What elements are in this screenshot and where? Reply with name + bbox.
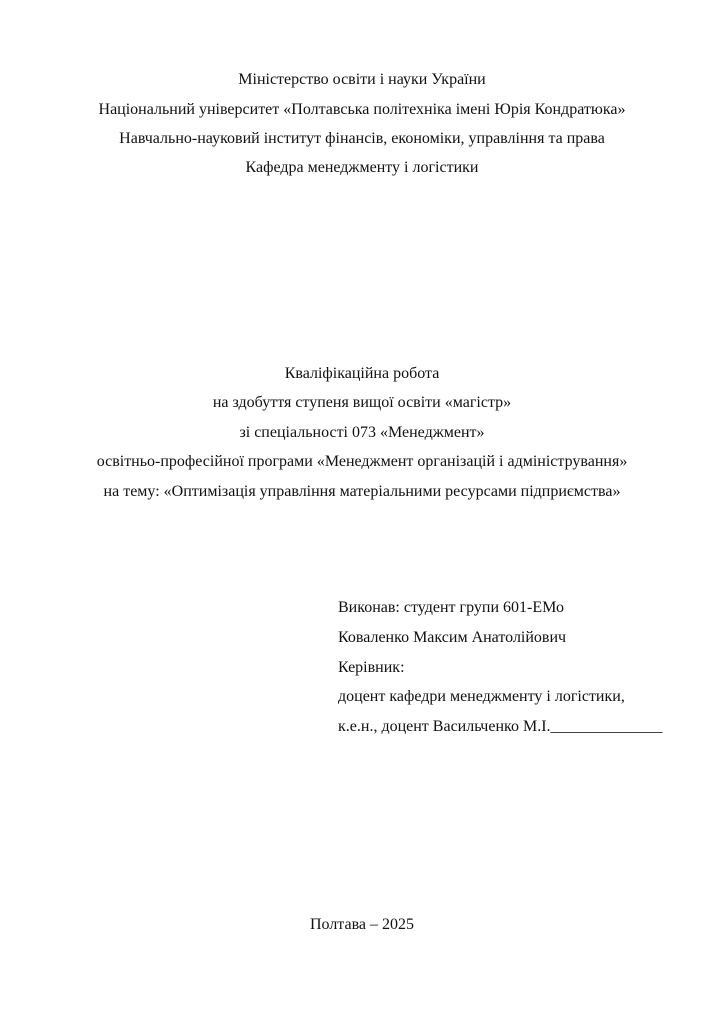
supervisor-position-line: доцент кафедри менеджменту і логістики,	[338, 688, 625, 705]
supervisor-label: Керівник:	[338, 659, 405, 676]
degree-line: на здобуття ступеня вищої освіти «магістр»	[212, 394, 512, 411]
specialty-line: зі спеціальності 073 «Менеджмент»	[239, 424, 485, 441]
program-line: освітньо-професійної програми «Менеджмент організацій і адміністрування»	[96, 453, 628, 470]
place-year: Полтава – 2025	[309, 916, 415, 933]
topic-line: на тему: «Оптимізація управління матеріальними ресурсами підприємства»	[103, 483, 621, 500]
institute-line: Навчально-науковий інститут фінансів, економіки, управління та права	[119, 130, 605, 147]
ministry-line: Міністерство освіти і науки України	[238, 71, 486, 88]
university-line: Національний університет «Полтавська політехніка імені Юрія Кондратюка»	[98, 101, 626, 118]
student-name-line: Коваленко Максим Анатолійович	[338, 629, 567, 646]
department-line: Кафедра менеджменту і логістики	[245, 159, 479, 176]
student-group-line: Виконав: студент групи 601-ЕМо	[338, 599, 564, 616]
work-type-line: Кваліфікаційна робота	[284, 365, 440, 382]
supervisor-name-line: к.е.н., доцент Васильченко М.І.______________	[338, 718, 663, 735]
